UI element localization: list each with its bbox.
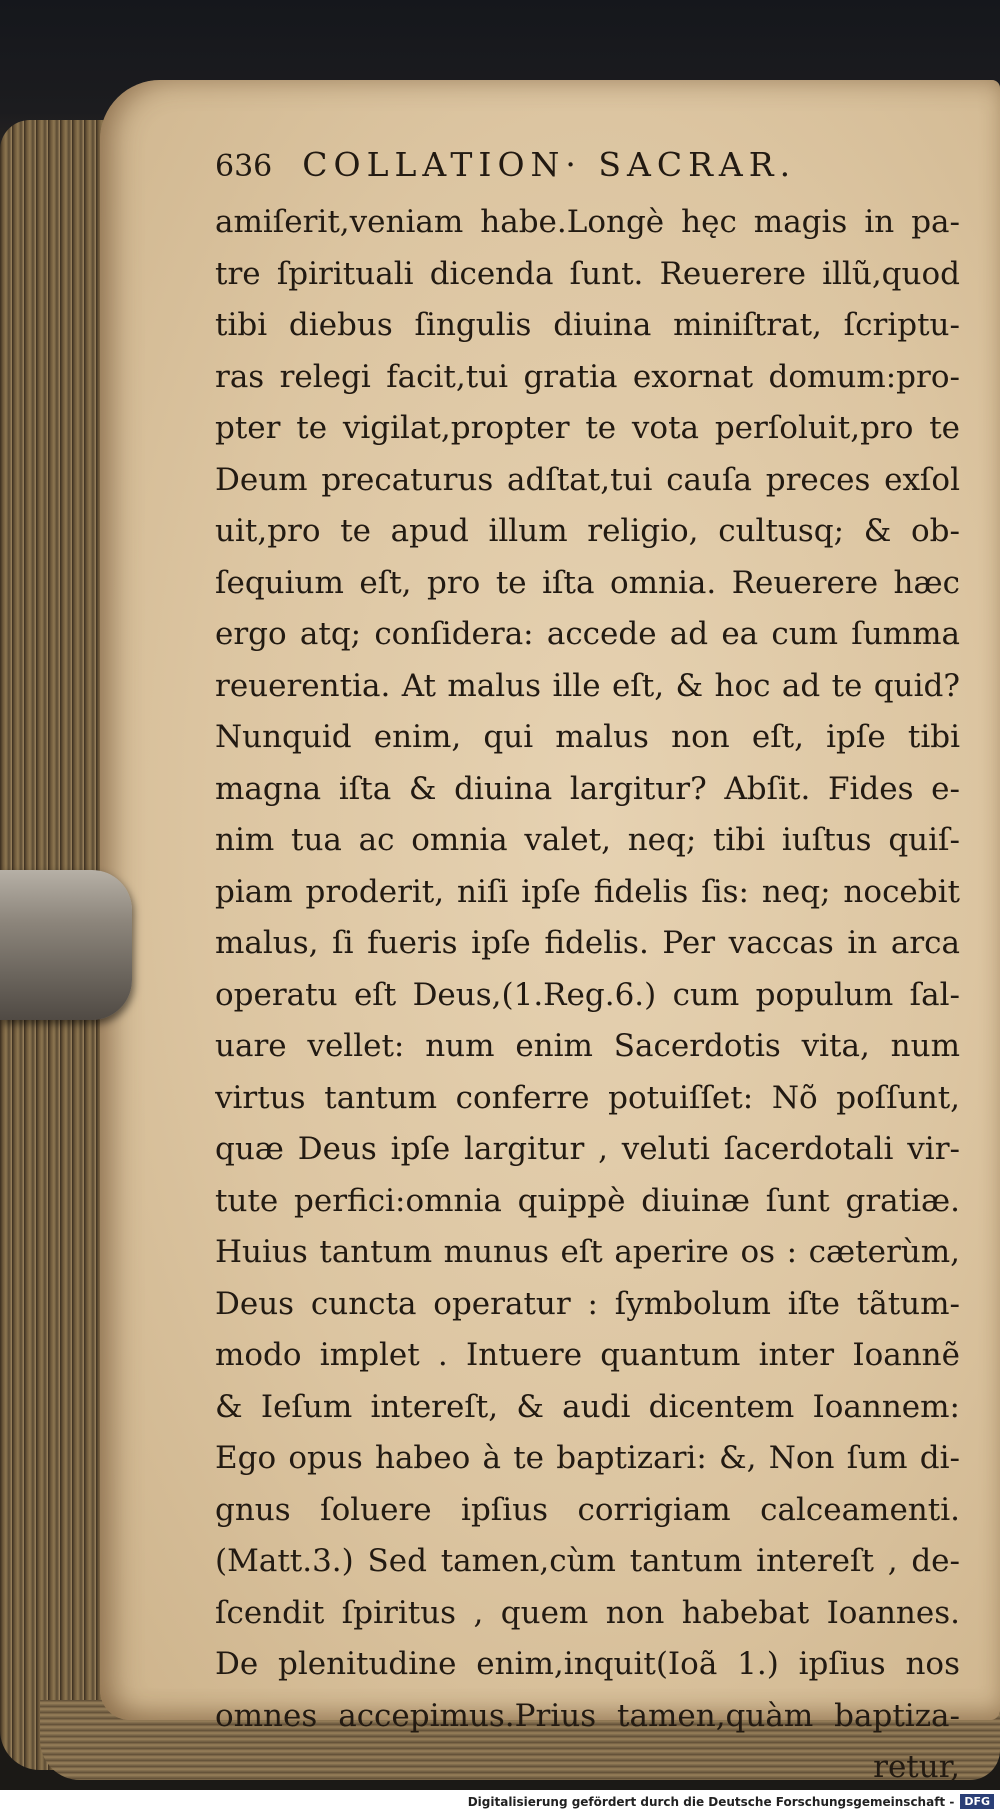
text-line: tute perfici:omnia quippè diuinæ ſunt gratiæ. (215, 1182, 960, 1219)
text-line: (Matt.3.) Sed tamen,cùm tantum intereſt , de- (215, 1543, 960, 1579)
text-line: ergo atq; conſidera: accede ad ea cum ſumma (215, 616, 960, 652)
text-line: Nunquid enim, qui malus non eſt, ipſe tibi (215, 719, 960, 755)
funding-credit: Digitalisierung gefördert durch die Deutsche Forschungsgemeinschaft - (467, 1794, 955, 1809)
text-line: piam proderit, niſi ipſe fidelis ſis: neq; nocebit (215, 873, 960, 910)
digitization-footer (0, 1790, 1000, 1813)
text-line: nim tua ac omnia valet, neq; tibi iuſtus quiſ- (215, 822, 960, 858)
text-line: pter te vigilat,propter te vota perſoluit,pro te (215, 410, 960, 446)
page-text (215, 145, 960, 1794)
text-line: De plenitudine enim,inquit(Ioã 1.) ipſius nos (215, 1646, 960, 1682)
running-title: COLLATION· SACRAR. (302, 145, 797, 184)
text-line: amiſerit,veniam habe.Longè hęc magis in pa- (215, 204, 960, 240)
text-line: virtus tantum conferre potuiſſet: Nõ poſſunt, (215, 1079, 960, 1116)
text-line: modo implet . Intuere quantum inter Ioannẽ (215, 1337, 960, 1373)
text-line: Ego opus habeo à te baptizari: &, Non ſum di- (215, 1440, 960, 1476)
catchword: retur, (873, 1749, 960, 1785)
running-head (215, 145, 960, 197)
text-line: omnes accepimus.Prius tamen,quàm baptiza- (215, 1697, 960, 1734)
text-lines (215, 197, 960, 1742)
text-line: reuerentia. At malus ille eſt, & hoc ad te quid? (215, 667, 960, 704)
dfg-logo: DFG (960, 1794, 994, 1809)
text-line: Deus cuncta operatur : ſymbolum iſte tãtum- (215, 1285, 960, 1322)
text-line: & Ieſum intereſt, & audi dicentem Ioannem: (215, 1388, 960, 1425)
text-line: malus, ſi fueris ipſe fidelis. Per vaccas in arca (215, 925, 960, 961)
text-line: quæ Deus ipſe largitur , veluti ſacerdotali vir- (215, 1131, 960, 1167)
text-line: ſcendit ſpiritus , quem non habebat Ioannes. (215, 1594, 960, 1631)
text-line: gnus ſoluere ipſius corrigiam calceamenti. (215, 1491, 960, 1528)
text-line: operatu eſt Deus,(1.Reg.6.) cum populum ſal- (215, 976, 960, 1013)
text-line: magna iſta & diuina largitur? Abſit. Fides e- (215, 770, 960, 807)
text-line: ſequium eſt, pro te iſta omnia. Reuerere hæc (215, 564, 960, 601)
text-line: Deum precaturus adſtat,tui cauſa preces exſol (215, 461, 960, 498)
text-line: uit,pro te apud illum religio, cultusq; & ob- (215, 513, 960, 549)
text-line: tre ſpirituali dicenda ſunt. Reuerere illũ,quod (215, 255, 960, 292)
text-line: tibi diebus ſingulis diuina miniſtrat, ſcriptu- (215, 307, 960, 343)
page-clip (0, 870, 132, 1020)
text-line: Huius tantum munus eſt aperire os : cæterùm, (215, 1234, 960, 1270)
text-line: ras relegi facit,tui gratia exornat domum:pro- (215, 358, 960, 395)
text-line: uare vellet: num enim Sacerdotis vita, num (215, 1028, 960, 1064)
page-number: 636 (215, 149, 273, 184)
